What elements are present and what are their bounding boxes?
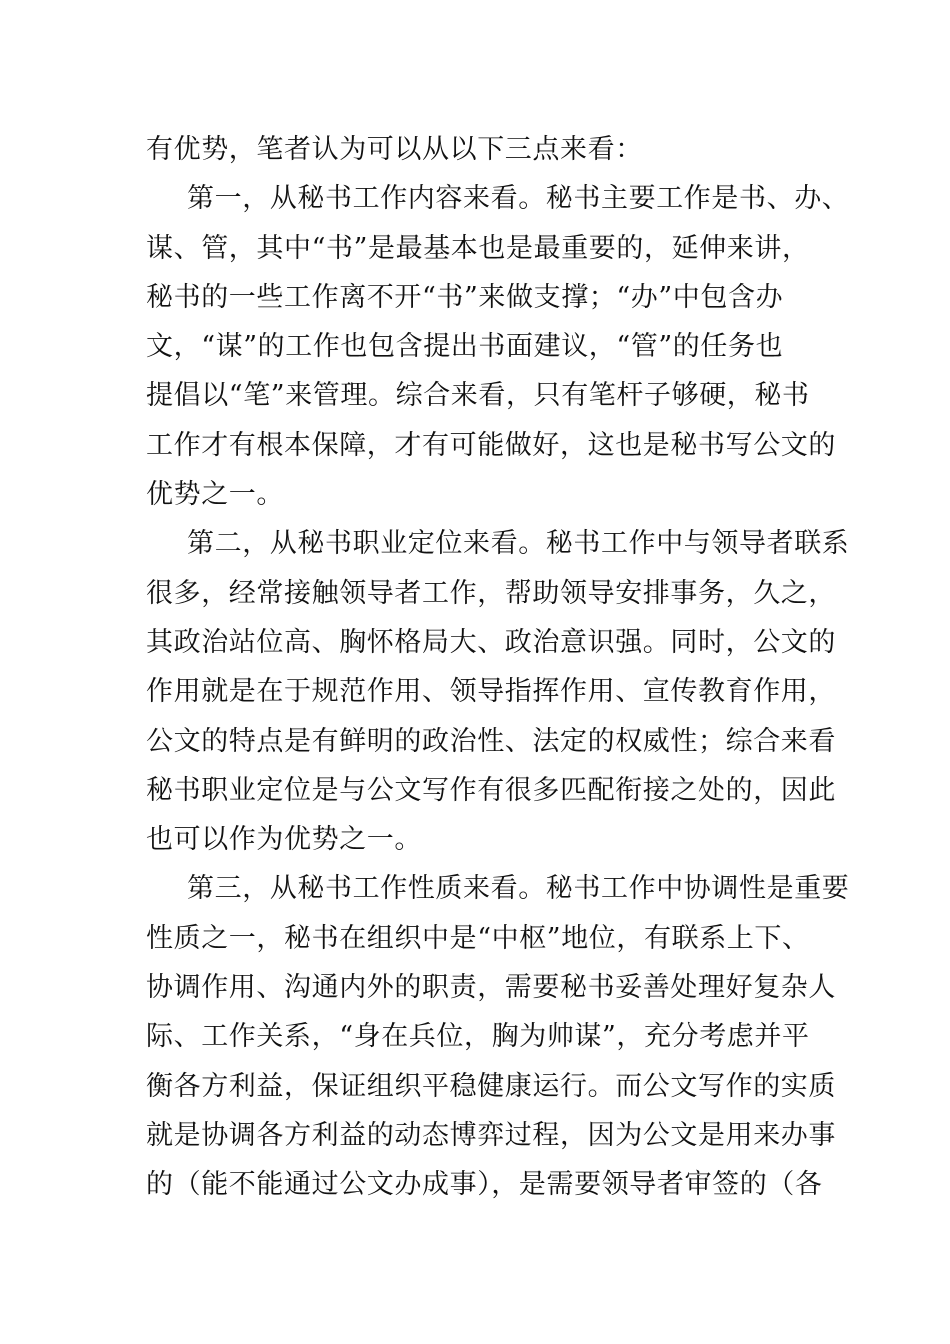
paragraph-second-point xyxy=(146,519,850,864)
text-line: 性质之一，秘书在组织中是“中枢”地位，有联系上下、 xyxy=(146,922,810,954)
text-line: 优势之一。 xyxy=(146,479,284,511)
text-line: 第一，从秘书工作内容来看。秘书主要工作是书、办、 xyxy=(187,183,850,215)
text-line: 第二，从秘书职业定位来看。秘书工作中与领导者联系 xyxy=(187,528,850,560)
text-line: 谋、管，其中“书”是最基本也是最重要的，延伸来讲， xyxy=(146,232,810,264)
text-line: 公文的特点是有鲜明的政治性、法定的权威性；综合来看 xyxy=(146,725,836,757)
text-line: 际、工作关系，“身在兵位，胸为帅谋”，充分考虑并平 xyxy=(146,1021,810,1053)
text-line: 秘书的一些工作离不开“书”来做支撑；“办”中包含办 xyxy=(146,281,784,313)
body-text xyxy=(146,125,850,1210)
paragraph-intro xyxy=(146,125,810,174)
text-line: 就是协调各方利益的动态博弈过程，因为公文是用来办事 xyxy=(146,1119,836,1151)
paragraph-third-point xyxy=(146,864,850,1209)
text-line: 提倡以“笔”来管理。综合来看，只有笔杆子够硬，秘书 xyxy=(146,380,810,412)
text-line: 第三，从秘书工作性质来看。秘书工作中协调性是重要 xyxy=(187,873,850,905)
text-line: 作用就是在于规范作用、领导指挥作用、宣传教育作用， xyxy=(146,676,836,708)
text-line: 的（能不能通过公文办成事），是需要领导者审签的（各 xyxy=(146,1169,823,1201)
paragraph-first-point xyxy=(146,174,850,519)
text-line: 也可以作为优势之一。 xyxy=(146,824,422,856)
text-line: 有优势，笔者认为可以从以下三点来看： xyxy=(146,134,643,165)
text-line: 协调作用、沟通内外的职责，需要秘书妥善处理好复杂人 xyxy=(146,972,836,1004)
text-line: 很多，经常接触领导者工作，帮助领导安排事务，久之， xyxy=(146,577,836,609)
text-line: 其政治站位高、胸怀格局大、政治意识强。同时，公文的 xyxy=(146,626,836,658)
text-line: 工作才有根本保障，才有可能做好，这也是秘书写公文的 xyxy=(146,429,836,461)
text-line: 衡各方利益，保证组织平稳健康运行。而公文写作的实质 xyxy=(146,1070,836,1102)
text-line: 文，“谋”的工作也包含提出书面建议，“管”的任务也 xyxy=(146,331,784,363)
text-line: 秘书职业定位是与公文写作有很多匹配衔接之处的，因此 xyxy=(146,774,836,806)
